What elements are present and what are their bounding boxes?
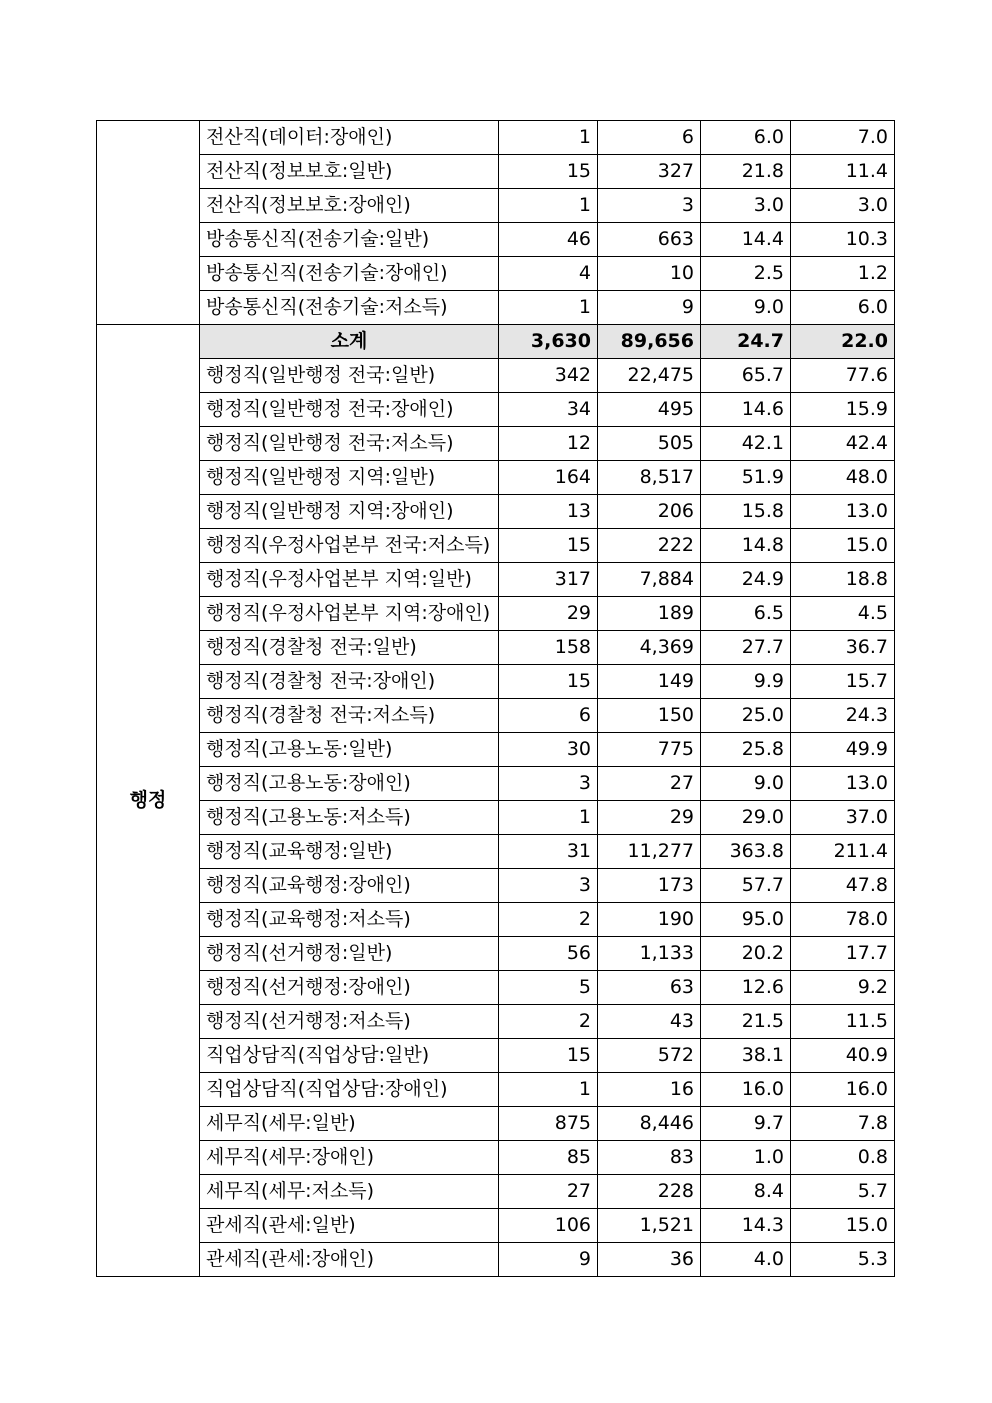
table-row <box>97 427 895 461</box>
cell-b: 8,446 <box>598 1107 701 1141</box>
row-label: 관세직(관세:장애인) <box>200 1243 499 1277</box>
cell-c: 14.8 <box>701 529 791 563</box>
table-row <box>97 461 895 495</box>
table-body <box>97 121 895 1277</box>
row-label: 행정직(경찰청 전국:장애인) <box>200 665 499 699</box>
cell-c: 6.0 <box>701 121 791 155</box>
cell-a: 6 <box>499 699 598 733</box>
table-row <box>97 903 895 937</box>
cell-c: 8.4 <box>701 1175 791 1209</box>
cell-b: 206 <box>598 495 701 529</box>
cell-c: 21.5 <box>701 1005 791 1039</box>
cell-c: 24.9 <box>701 563 791 597</box>
cell-b: 3 <box>598 189 701 223</box>
table-row <box>97 563 895 597</box>
cell-d: 78.0 <box>791 903 895 937</box>
cell-a: 15 <box>499 529 598 563</box>
row-label: 세무직(세무:저소득) <box>200 1175 499 1209</box>
cell-a: 1 <box>499 801 598 835</box>
cell-a: 29 <box>499 597 598 631</box>
table-row <box>97 1039 895 1073</box>
table-row <box>97 291 895 325</box>
table-row <box>97 223 895 257</box>
cell-b: 11,277 <box>598 835 701 869</box>
cell-a: 317 <box>499 563 598 597</box>
group-label: 행정 <box>97 325 200 1277</box>
cell-b: 9 <box>598 291 701 325</box>
cell-a: 1 <box>499 1073 598 1107</box>
row-label: 세무직(세무:장애인) <box>200 1141 499 1175</box>
cell-c: 21.8 <box>701 155 791 189</box>
competition-table <box>96 120 895 1277</box>
cell-a: 15 <box>499 155 598 189</box>
cell-b: 150 <box>598 699 701 733</box>
cell-a: 164 <box>499 461 598 495</box>
cell-c: 9.0 <box>701 291 791 325</box>
cell-d: 10.3 <box>791 223 895 257</box>
row-label: 행정직(우정사업본부 지역:장애인) <box>200 597 499 631</box>
cell-a: 56 <box>499 937 598 971</box>
cell-a: 1 <box>499 121 598 155</box>
cell-d: 37.0 <box>791 801 895 835</box>
cell-d: 0.8 <box>791 1141 895 1175</box>
cell-a: 9 <box>499 1243 598 1277</box>
cell-b: 775 <box>598 733 701 767</box>
cell-a: 158 <box>499 631 598 665</box>
row-label: 직업상담직(직업상담:장애인) <box>200 1073 499 1107</box>
table-row <box>97 359 895 393</box>
row-label: 방송통신직(전송기술:저소득) <box>200 291 499 325</box>
cell-a: 31 <box>499 835 598 869</box>
row-label: 전산직(정보보호:장애인) <box>200 189 499 223</box>
cell-a: 875 <box>499 1107 598 1141</box>
row-label: 행정직(경찰청 전국:일반) <box>200 631 499 665</box>
cell-a: 30 <box>499 733 598 767</box>
cell-c: 25.8 <box>701 733 791 767</box>
cell-a: 4 <box>499 257 598 291</box>
table-row <box>97 1209 895 1243</box>
table-row <box>97 121 895 155</box>
cell-d: 15.7 <box>791 665 895 699</box>
row-label: 행정직(선거행정:저소득) <box>200 1005 499 1039</box>
row-label: 행정직(고용노동:장애인) <box>200 767 499 801</box>
table-row <box>97 597 895 631</box>
table-row <box>97 1141 895 1175</box>
cell-b: 149 <box>598 665 701 699</box>
row-label: 방송통신직(전송기술:장애인) <box>200 257 499 291</box>
table-row <box>97 971 895 1005</box>
cell-c: 51.9 <box>701 461 791 495</box>
table-row <box>97 869 895 903</box>
table-row <box>97 631 895 665</box>
cell-c: 16.0 <box>701 1073 791 1107</box>
cell-a: 15 <box>499 1039 598 1073</box>
cell-a: 3 <box>499 767 598 801</box>
cell-d: 5.3 <box>791 1243 895 1277</box>
table-row <box>97 801 895 835</box>
cell-d: 15.9 <box>791 393 895 427</box>
cell-d: 11.4 <box>791 155 895 189</box>
cell-c: 2.5 <box>701 257 791 291</box>
row-label: 행정직(고용노동:저소득) <box>200 801 499 835</box>
cell-d: 49.9 <box>791 733 895 767</box>
row-label: 관세직(관세:일반) <box>200 1209 499 1243</box>
cell-a: 1 <box>499 291 598 325</box>
cell-b: 505 <box>598 427 701 461</box>
cell-a: 27 <box>499 1175 598 1209</box>
row-label: 행정직(우정사업본부 지역:일반) <box>200 563 499 597</box>
cell-d: 17.7 <box>791 937 895 971</box>
table-row <box>97 155 895 189</box>
cell-c: 6.5 <box>701 597 791 631</box>
cell-b: 22,475 <box>598 359 701 393</box>
cell-c: 3.0 <box>701 189 791 223</box>
table-row <box>97 937 895 971</box>
cell-d: 1.2 <box>791 257 895 291</box>
cell-c: 27.7 <box>701 631 791 665</box>
cell-a: 1 <box>499 189 598 223</box>
cell-a: 342 <box>499 359 598 393</box>
table-row <box>97 189 895 223</box>
cell-b: 572 <box>598 1039 701 1073</box>
cell-b: 495 <box>598 393 701 427</box>
cell-d: 4.5 <box>791 597 895 631</box>
cell-b: 27 <box>598 767 701 801</box>
group-cell-previous <box>97 121 200 325</box>
cell-b: 16 <box>598 1073 701 1107</box>
table-row <box>97 1073 895 1107</box>
row-label: 행정직(일반행정 지역:일반) <box>200 461 499 495</box>
cell-c: 57.7 <box>701 869 791 903</box>
table-row <box>97 665 895 699</box>
table-row <box>97 495 895 529</box>
cell-c: 24.7 <box>701 325 791 359</box>
cell-b: 4,369 <box>598 631 701 665</box>
row-label: 행정직(고용노동:일반) <box>200 733 499 767</box>
cell-d: 7.8 <box>791 1107 895 1141</box>
cell-b: 83 <box>598 1141 701 1175</box>
cell-c: 9.9 <box>701 665 791 699</box>
cell-d: 15.0 <box>791 1209 895 1243</box>
cell-c: 12.6 <box>701 971 791 1005</box>
cell-a: 3 <box>499 869 598 903</box>
cell-d: 5.7 <box>791 1175 895 1209</box>
cell-c: 42.1 <box>701 427 791 461</box>
cell-d: 47.8 <box>791 869 895 903</box>
row-label: 행정직(경찰청 전국:저소득) <box>200 699 499 733</box>
cell-c: 25.0 <box>701 699 791 733</box>
table-row <box>97 699 895 733</box>
cell-c: 9.7 <box>701 1107 791 1141</box>
cell-d: 13.0 <box>791 495 895 529</box>
cell-c: 4.0 <box>701 1243 791 1277</box>
cell-c: 1.0 <box>701 1141 791 1175</box>
table-row <box>97 835 895 869</box>
table-row <box>97 1005 895 1039</box>
cell-d: 40.9 <box>791 1039 895 1073</box>
cell-d: 211.4 <box>791 835 895 869</box>
cell-c: 29.0 <box>701 801 791 835</box>
cell-d: 42.4 <box>791 427 895 461</box>
cell-a: 2 <box>499 903 598 937</box>
cell-d: 6.0 <box>791 291 895 325</box>
row-label: 행정직(일반행정 지역:장애인) <box>200 495 499 529</box>
cell-d: 18.8 <box>791 563 895 597</box>
row-label: 행정직(일반행정 전국:장애인) <box>200 393 499 427</box>
cell-b: 10 <box>598 257 701 291</box>
cell-c: 38.1 <box>701 1039 791 1073</box>
cell-b: 189 <box>598 597 701 631</box>
table-row <box>97 767 895 801</box>
table-row <box>97 257 895 291</box>
row-label: 행정직(우정사업본부 전국:저소득) <box>200 529 499 563</box>
cell-c: 15.8 <box>701 495 791 529</box>
row-label: 세무직(세무:일반) <box>200 1107 499 1141</box>
cell-a: 5 <box>499 971 598 1005</box>
cell-d: 13.0 <box>791 767 895 801</box>
cell-b: 173 <box>598 869 701 903</box>
cell-d: 16.0 <box>791 1073 895 1107</box>
cell-d: 3.0 <box>791 189 895 223</box>
table-row <box>97 1107 895 1141</box>
cell-d: 36.7 <box>791 631 895 665</box>
row-label: 행정직(교육행정:저소득) <box>200 903 499 937</box>
cell-d: 22.0 <box>791 325 895 359</box>
row-label: 직업상담직(직업상담:일반) <box>200 1039 499 1073</box>
cell-d: 11.5 <box>791 1005 895 1039</box>
table-row <box>97 1243 895 1277</box>
row-label: 방송통신직(전송기술:일반) <box>200 223 499 257</box>
cell-b: 327 <box>598 155 701 189</box>
row-label: 행정직(선거행정:일반) <box>200 937 499 971</box>
cell-b: 36 <box>598 1243 701 1277</box>
cell-c: 14.4 <box>701 223 791 257</box>
cell-c: 9.0 <box>701 767 791 801</box>
row-label: 전산직(데이터:장애인) <box>200 121 499 155</box>
cell-d: 24.3 <box>791 699 895 733</box>
cell-b: 228 <box>598 1175 701 1209</box>
row-label: 행정직(선거행정:장애인) <box>200 971 499 1005</box>
cell-d: 77.6 <box>791 359 895 393</box>
cell-c: 14.3 <box>701 1209 791 1243</box>
cell-b: 43 <box>598 1005 701 1039</box>
cell-a: 106 <box>499 1209 598 1243</box>
cell-b: 63 <box>598 971 701 1005</box>
cell-b: 29 <box>598 801 701 835</box>
cell-b: 7,884 <box>598 563 701 597</box>
cell-b: 6 <box>598 121 701 155</box>
cell-d: 48.0 <box>791 461 895 495</box>
cell-b: 190 <box>598 903 701 937</box>
table-row <box>97 325 895 359</box>
subtotal-label: 소계 <box>200 325 499 359</box>
cell-b: 1,133 <box>598 937 701 971</box>
cell-b: 8,517 <box>598 461 701 495</box>
cell-c: 95.0 <box>701 903 791 937</box>
table-row <box>97 1175 895 1209</box>
cell-c: 20.2 <box>701 937 791 971</box>
cell-a: 85 <box>499 1141 598 1175</box>
cell-c: 65.7 <box>701 359 791 393</box>
cell-a: 12 <box>499 427 598 461</box>
cell-d: 15.0 <box>791 529 895 563</box>
cell-a: 15 <box>499 665 598 699</box>
cell-a: 34 <box>499 393 598 427</box>
row-label: 행정직(교육행정:일반) <box>200 835 499 869</box>
row-label: 행정직(일반행정 전국:저소득) <box>200 427 499 461</box>
cell-a: 3,630 <box>499 325 598 359</box>
cell-b: 663 <box>598 223 701 257</box>
row-label: 행정직(일반행정 전국:일반) <box>200 359 499 393</box>
cell-c: 363.8 <box>701 835 791 869</box>
cell-a: 13 <box>499 495 598 529</box>
table-row <box>97 733 895 767</box>
table-row <box>97 393 895 427</box>
cell-d: 9.2 <box>791 971 895 1005</box>
table-row <box>97 529 895 563</box>
cell-a: 46 <box>499 223 598 257</box>
cell-d: 7.0 <box>791 121 895 155</box>
cell-b: 222 <box>598 529 701 563</box>
row-label: 전산직(정보보호:일반) <box>200 155 499 189</box>
cell-c: 14.6 <box>701 393 791 427</box>
cell-b: 89,656 <box>598 325 701 359</box>
row-label: 행정직(교육행정:장애인) <box>200 869 499 903</box>
cell-b: 1,521 <box>598 1209 701 1243</box>
cell-a: 2 <box>499 1005 598 1039</box>
